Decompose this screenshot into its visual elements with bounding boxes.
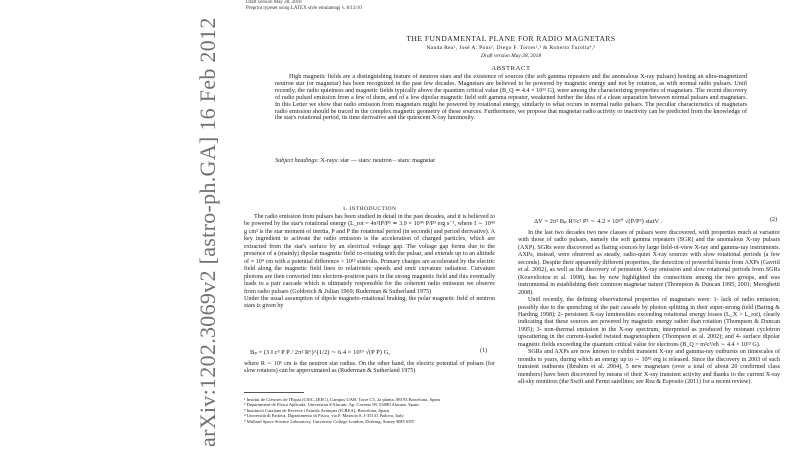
intro-paragraph-1: The radio emission from pulsars has been studied in detail in the past decades, and it is believed to be powered by the star's rotational energy (L_rot = 4π²IṖ/P³ ≃ 3.9 × 10⁴⁶ Ṗ/P³ erg s⁻¹, where I ∼ 10⁴⁵ g cm² is the star moment of inertia, P and Ṗ the rotational period (in seconds) and period derivative). A key ingredient to activate the radio emission is the acceleration of charged particles, which are extracted from the star's surface by an electrical voltage gap. The voltage gap forms due to the presence of a (mainly) dipolar magnetic field co-rotating with the pulsar, and extends up to an altitude of ≈ 10⁴ cm with a potential difference > 10¹² statvolts. Primary charges are accelerated by the electric field along the magnetic field lines to relativistic speeds and emit curvature radiation. Curvature photons are then converted into electron-positron pairs in the strong magnetic field and this eventually leads to a pair cascade which is ultimately responsible for the coherent radio emission we observe from radio pulsars (Goldreich & Julian 1969; Ruderman & Sutherland 1975) xyxy=(244,214,495,295)
footnotes xyxy=(244,392,495,424)
intro-paragraph-2: Under the usual assumption of dipole magneto-rotational braking, the polar magnetic field of neutron stars is given by xyxy=(244,295,495,310)
draft-version: Draft version May 28, 2018 xyxy=(480,53,542,59)
intro-paragraph-4: In the last two decades two new classes of pulsars were discovered, with properties much at variance with those of radio pulsars, namely the soft gamma repeaters (SGR) and the anomalous X-ray pulsars (AXP). SGRs were discovered as flaring sources by large field-of-view X-ray and gamma-ray instruments. AXPs, instead, were observed as steady, radio-quiet X-ray sources with slow rotational periods (a few seconds). Despite their apparently different properties, the detection of powerful bursts from AXPs (Gavriil et al. 2002), as well as the discovery of persistent X-ray emission and slow rotational periods from SGRs (Kouveliotou et al. 1998), has by now highlighted the connections among the two groups, and was instrumental in establishing their common magnetar nature (Thompson & Duncan 1995, 2001; Mereghetti 2008). xyxy=(518,230,780,296)
footnote-4: ⁴ Università di Padova, Dipartimento di Fisica, via F. Marzolo 8, I-35131 Padova, Italy. xyxy=(244,413,405,419)
equation-1-number: (1) xyxy=(480,348,488,354)
abstract-heading: ABSTRACT xyxy=(491,65,531,72)
preprint-typeset-line: Preprint typeset using LATEX style emulateapj v. 8/13/10 xyxy=(246,6,362,11)
footnote-1: ¹ Institut de Ciències de l'Espai (CSIC–IEEC), Campus UAB, Torre C5, 2a planta, 08193 Barcelona, Spain xyxy=(244,397,440,402)
footnote-3: ³ Institució Catalana de Recerca i Estudis Avançats (ICREA), Barcelona, Spain. xyxy=(244,407,391,413)
draft-version-line: Draft version May 28, 2018 xyxy=(246,0,302,5)
arxiv-identifier: arXiv:1202.3069v2 [astro-ph.GA] 16 Feb 2012 xyxy=(195,17,220,447)
intro-paragraph-3: where R ∼ 10⁶ cm is the neutron star radius. On the other hand, the electric potential of pulsars (for slow rotators) can be approximated as (Ruderman & Sutherland 1975) xyxy=(244,361,495,375)
intro-paragraph-5: Until recently, the defining observational properties of magnetars were: 1- lack of radio emission, possibly due to the quenching of the pair cascade by photon splitting in their super-strong field (Baring & Harding 1998); 2- persistent X-ray luminosities exceeding rotational energy losses (L_X > L_rot), clearly indicating that these sources are powered by magnetic energy rather than rotation (Thompson & Duncan 1995); 3- non-thermal emission in the X-ray spectrum, interpreted as produced by resonant cyclotron upscattering in the current-loaded twisted magnetosphere (Thompson et al. 2002); and 4- surface dipolar magnetic fields exceeding the quantum critical value for electrons (B_Q = m²c³/eħ ∼ 4.4 × 10¹³ G). xyxy=(518,297,780,348)
right-column xyxy=(518,230,780,387)
left-column-cont xyxy=(244,361,495,376)
left-column xyxy=(244,214,495,311)
subject-headings xyxy=(275,158,435,164)
paper-authors: Nanda Rea¹, José A. Pons², Diego F. Torres¹,³ & Roberto Turolla⁴,⁵ xyxy=(426,45,596,51)
preprint-header xyxy=(246,0,362,12)
footnote-2: ² Departament de Física Aplicada, Universitat d'Alacant, Ap. Correus 99, 03080 Alacant, Spain. xyxy=(244,402,420,408)
equation-2: ΔV = 2π² Bₚ R³/c² P² ∼ 4.2 × 10²⁰ √(Ṗ/P³) statV . xyxy=(534,218,663,225)
subject-headings-text: X-rays: star — stars: neutron – stars: magnetar xyxy=(318,158,436,164)
section-heading: 1. INTRODUCTION xyxy=(342,206,397,212)
paper-title: THE FUNDAMENTAL PLANE FOR RADIO MAGNETARS xyxy=(406,34,616,43)
intro-paragraph-6: SGRs and AXPs are now known to exhibit transient X-ray and gamma-ray outbursts on timescales of months to years, during which an energy up to ∼ 10⁴³ erg is released. Since the discovery in 2003 of such transient outbursts (Ibrahim et al. 2004), 5 new magnetars (over a total of about 20 confirmed class members) have been discovered by means of their X-ray transient activity and thanks to the current X-ray all-sky monitors (the Swift and Fermi satellites; see Rea & Esposito (2011) for a recent review). xyxy=(518,349,780,386)
abstract-text: High magnetic fields are a distinguishing feature of neutron stars and the existence of sources (the soft gamma repeaters and the anomalous X-ray pulsars) hosting an ultra-magnetized neutron star (or magnetar) has been recognized in the past few decades. Magnetars are believed to be powered by magnetic energy and not by rotation, as with normal radio pulsars. Until recently, the radio quietness and magnetic fields typically above the quantum critical value (B_Q ≃ 4.4 × 10¹³ G), were among the characterizing properties of magnetars. The recent discovery of radio pulsed emission from a few of them, and of a low dipolar magnetic field soft gamma repeater, weakened further the idea of a clean separation between normal pulsars and magnetars. In this Letter we show that radio emission from magnetars might be powered by rotational energy, similarly to what occurs in normal radio pulsars. The peculiar characteristics of magnetars radio emission should be traced in the complex magnetic geometry of these sources. Furthermore, we propose that magnetar radio activity or inactivity can be predicted from the knowledge of the star's rotational period, its time derivative and the quiescent X-ray luminosity. xyxy=(275,74,747,122)
equation-2-number: (2) xyxy=(770,217,778,223)
footnote-5: ⁵ Mullard Space Science Laboratory, University College London, Dorking, Surrey RH5 6NT xyxy=(244,418,415,424)
margin xyxy=(0,0,222,450)
paper-page xyxy=(222,0,800,450)
equation-1: Bₚ = (3 I c³ P Ṗ / 2π² R⁶)^(1/2) ∼ 6.4 × 10¹⁹ √(P Ṗ) G, xyxy=(250,349,390,356)
footnote-rule xyxy=(244,392,304,393)
subject-headings-label: Subject headings: xyxy=(275,158,319,164)
